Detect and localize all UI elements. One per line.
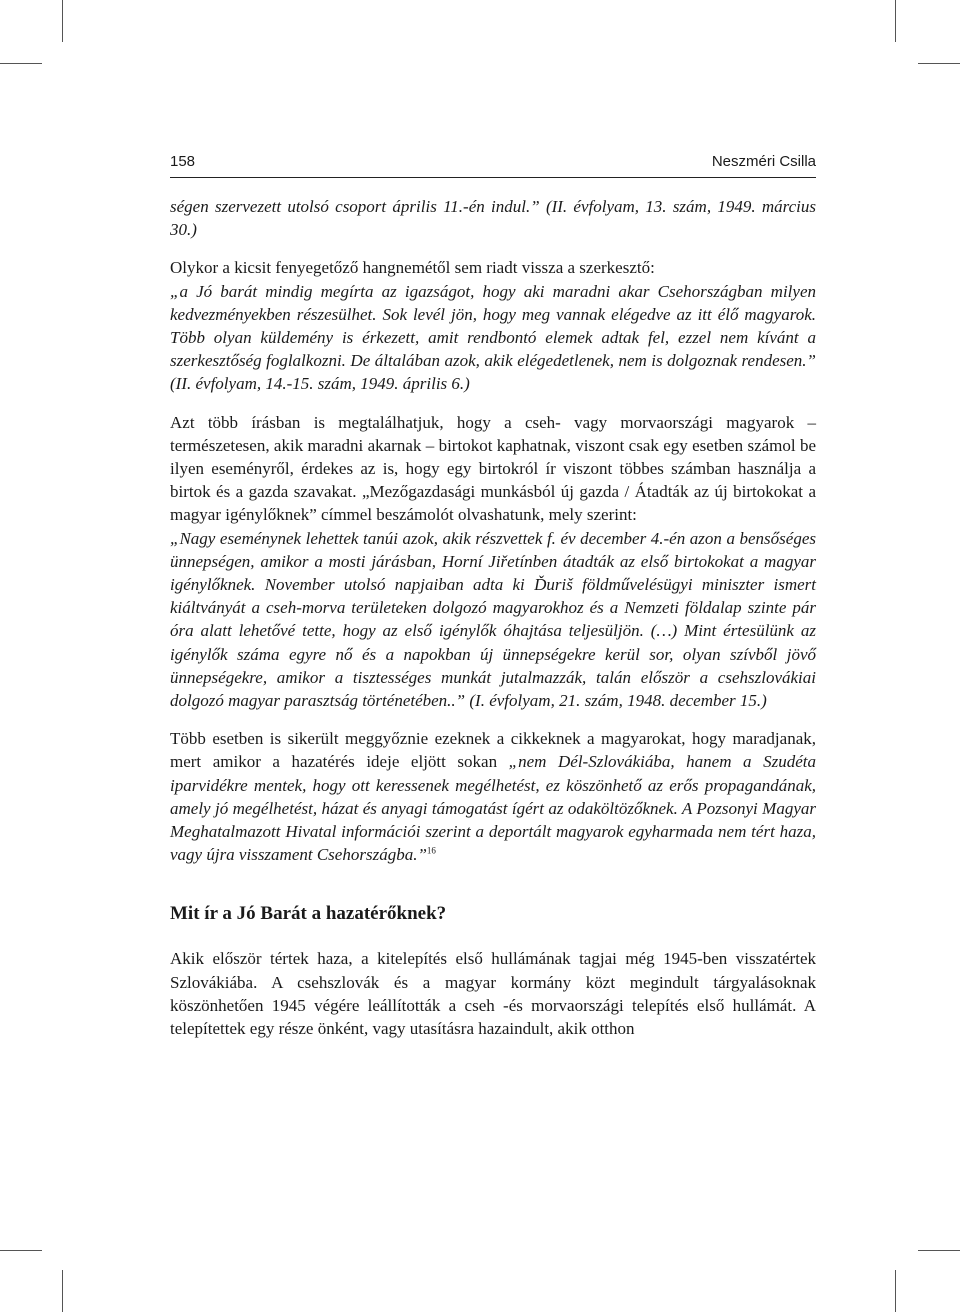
author-name: Neszméri Csilla [711,153,816,170]
body-paragraph: Akik először tértek haza, a kitelepítés első hullámának tagjai még 1945-ben visszatértek Szlovákiába. A csehszlovák és a magyar kormány közt megindult tárgyalásoknak köszönhetően 1945 végére leállították a cseh -és morvaországi telepítés első hullámát. A telepítettek egy része önként, vagy utasításra hazaindult, akik otthon [170,949,816,1039]
crop-mark [0,63,42,64]
crop-mark [918,63,960,64]
quote-paragraph: ségen szervezett utolsó csoport április 11.-én indul.” (II. évfolyam, 13. szám, 1949. március 30.) [170,197,816,240]
page-number: 158 [170,153,196,170]
crop-mark [918,1250,960,1251]
quote-text: „nem Dél-Szlovákiába, hanem a Szudéta iparvidékre mentek, hogy ott keressenek megélhetést, ez köszönhető az erős propagandának, amely jó megélhetést, házat és anyagi támogatást ígért az odaköltözőknek. A Pozsonyi Magyar Meghatalmazott Hivatal információi szerint a deportált magyarok egyharmada nem tért haza, vagy újra visszament Csehországba.” [170,752,816,865]
crop-mark [895,1270,896,1312]
header-rule [170,177,816,178]
section-heading: Mit ír a Jó Barát a hazatérőknek? [170,903,447,925]
page-body [170,195,816,1040]
crop-mark [62,1270,63,1312]
body-paragraph: Olykor a kicsit fenyegetőző hangnemétől sem riadt vissza a szerkesztő: [170,258,655,278]
crop-mark [0,1250,42,1251]
quote-paragraph: „Nagy eseménynek lehettek tanúi azok, akik részvettek f. év december 4.-én azon a bensőséges ünnepségen, amikor a mosti járásban, Horní Jiřetínben átadták az első birtokokat a magyar igénylőknek. November utolsó napjaiban adta ki Ďuriš földművelésügyi miniszter ismert kiáltványát a cseh-morva területeken dolgozó magyarokhoz és a Nemzeti földalap szinte pár óra alatt lehetővé tette, hogy az első igénylők óhajtása teljesüljön. (…) Mint értesülünk az igénylők száma egyre nő és a napokban új ünnepségekre kerül sor, olyan szívből jövő ünnepségekre, amikor a tisztességes munkát jutalmazzák, talán először a csehszlovákiai dolgozó magyar parasztság történetében..” (I. évfolyam, 21. szám, 1948. december 15.) [170,528,816,711]
running-header [170,153,816,175]
body-paragraph [170,727,816,866]
footnote-ref: 16 [426,845,436,856]
crop-mark [62,0,63,42]
crop-mark [895,0,896,42]
body-text: Több esetben is sikerült meggyőznie ezeknek a cikkeknek a magyarokat, hogy maradjanak, mert amikor a hazatérés ideje eljött sokan [170,729,816,772]
quote-paragraph: „a Jó barát mindig megírta az igazságot, hogy aki maradni akar Csehországban milyen kedvezményekben részesülhet. Sok levél jön, hogy meg vannak elégedve az itt élő magyarok. Több olyan küldemény is érkezett, amit rendbontó elemek adtak fel, ezzel nem kívánt a szerkesztőség foglalkozni. De általában azok, akik elégedetlenek, nem is dolgoznak rendesen.” (II. évfolyam, 14.-15. szám, 1949. április 6.) [170,281,816,394]
body-paragraph: Azt több írásban is megtalálhatjuk, hogy a cseh- vagy morvaországi magyarok – természetesen, akik maradni akarnak – birtokot kaphatnak, viszont csak egy esetben számol be ilyen eseményről, érdekes az is, hogy egy birtokról ír viszont többes számban használja a birtok és a gazda szavakat. „Mezőgazdasági munkásból új gazda / Átadták az új birtokokat a magyar igénylőknek” címmel beszámolót olvashatunk, mely szerint: [170,412,816,525]
